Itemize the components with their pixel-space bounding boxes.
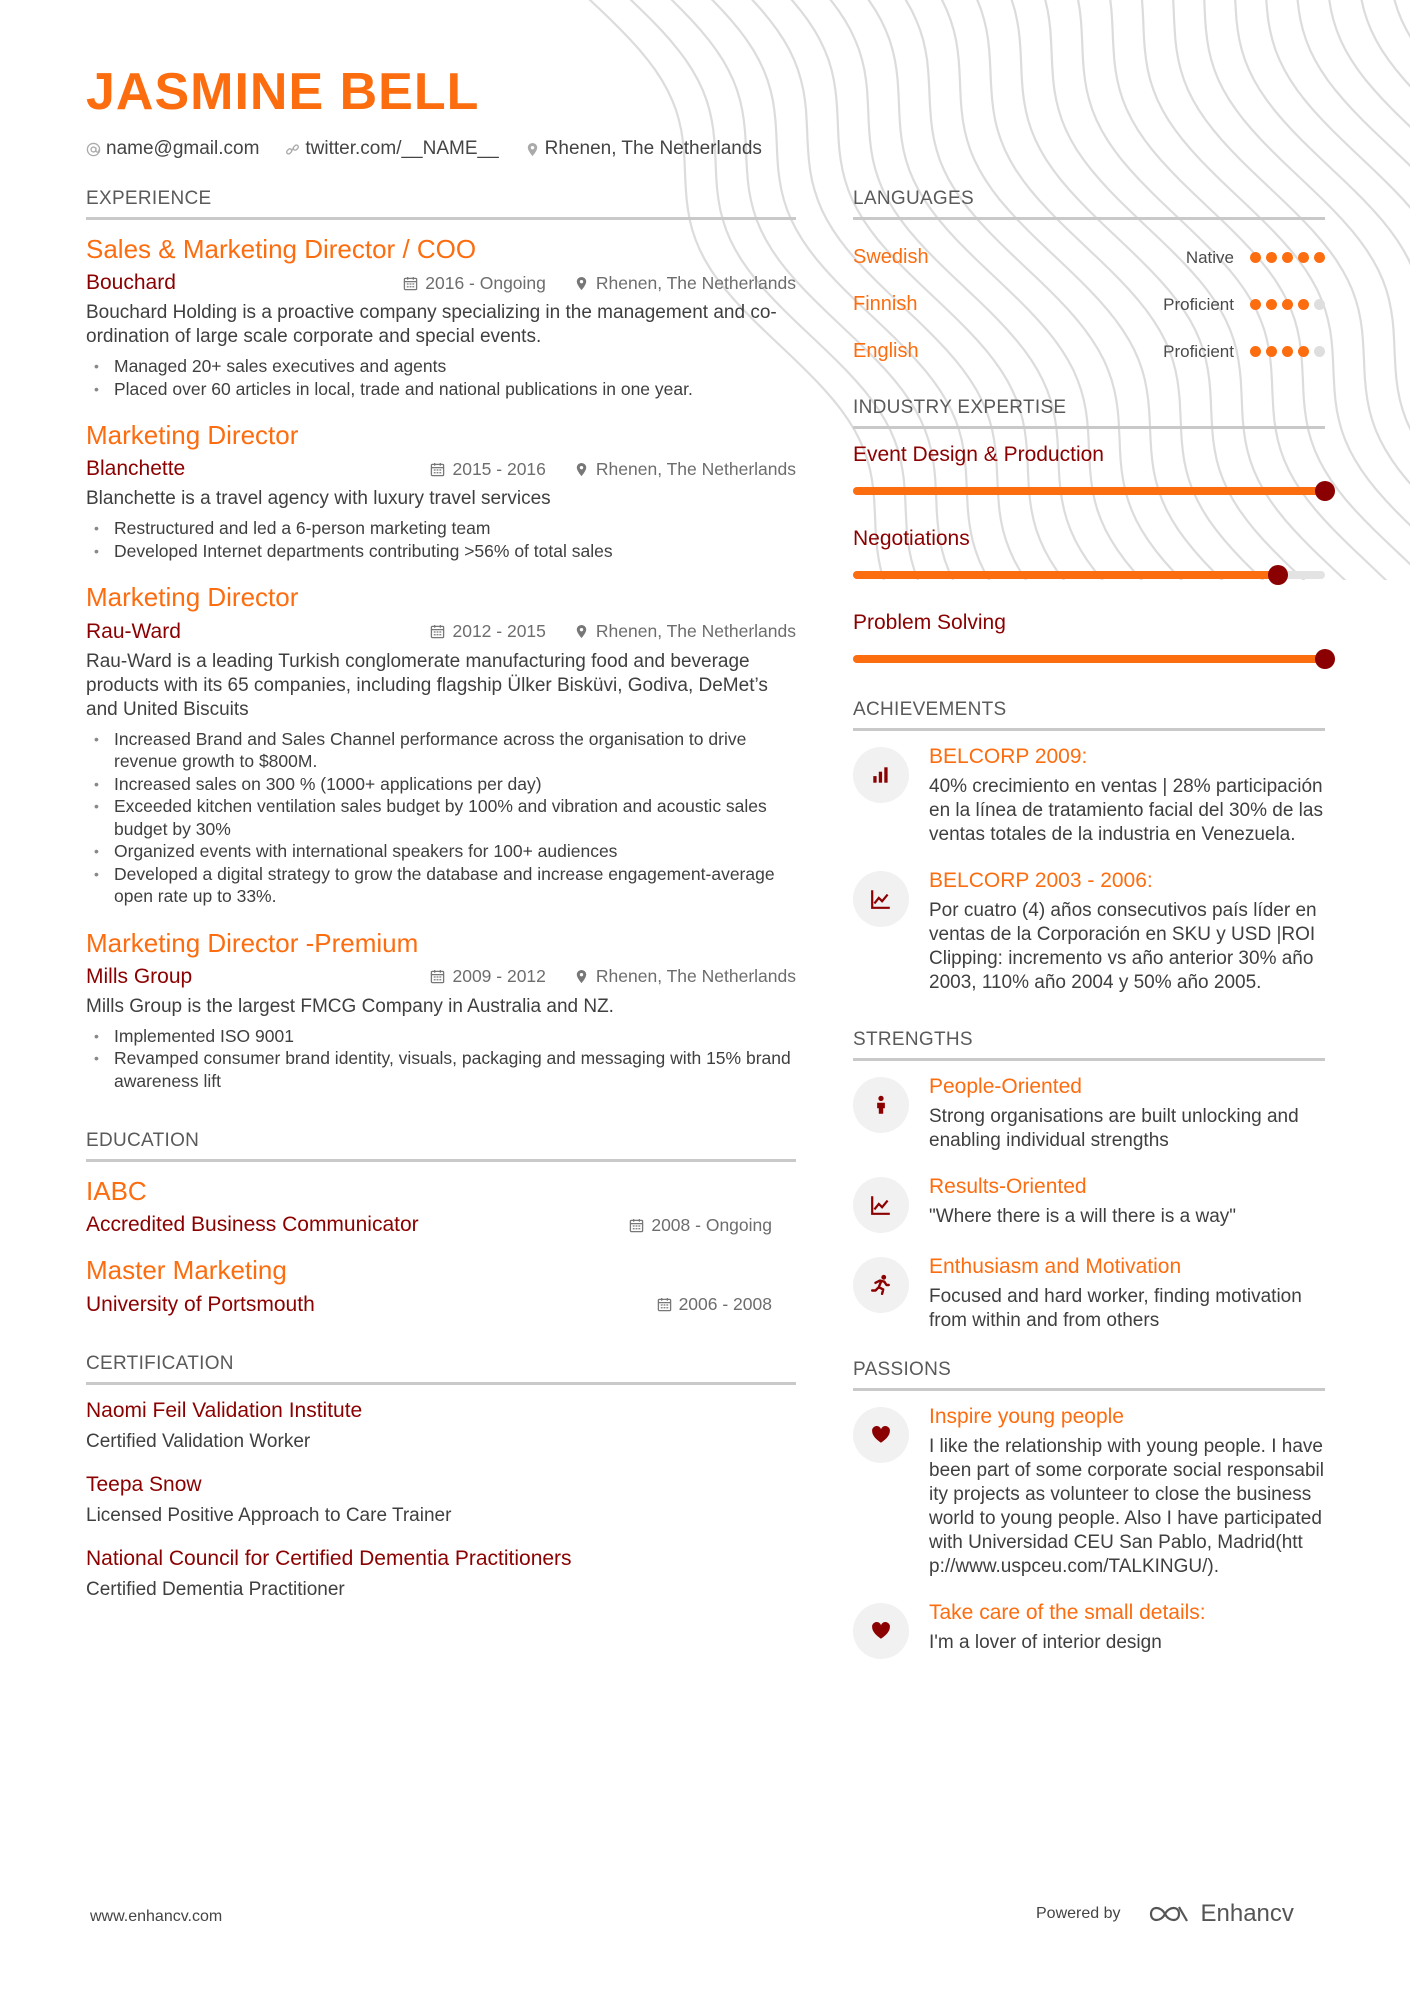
job-bullets [86,728,796,908]
map-pin-icon [574,624,589,639]
calendar-icon [430,462,445,477]
expertise-name: Event Design & Production [853,443,1104,466]
job-bullet: • Developed Internet departments contributing >56% of total sales [86,540,796,563]
education-period-text: 2006 - 2008 [678,1294,772,1315]
strength-item [853,1255,1325,1333]
proficiency-dot-filled [1282,252,1293,263]
job-period [430,966,545,987]
job-bullet: • Placed over 60 articles in local, trade and national publications in one year. [86,378,796,401]
enhancv-logo-icon [1147,1902,1191,1926]
certification-item [86,1399,796,1453]
contact-row [86,138,762,160]
school-name: University of Portsmouth [86,1292,315,1316]
achievement-body [929,869,1325,995]
job-period [403,273,546,294]
job-description: Blanchette is a travel agency with luxury travel services [86,488,551,510]
achievements-heading: ACHIEVEMENTS [853,699,1325,731]
right-column [853,188,1325,1681]
certification-item [86,1547,796,1601]
language-item [853,234,1325,281]
language-dots [1250,346,1325,357]
expertise-bar [853,655,1325,663]
experience-heading: EXPERIENCE [86,188,796,220]
proficiency-dot-filled [1250,252,1261,263]
education-period [657,1294,772,1315]
experience-item [86,582,796,907]
job-location-text: Rhenen, The Netherlands [595,966,796,987]
left-column [86,188,796,1621]
job-period-text: 2009 - 2012 [452,966,546,987]
education-item [86,1255,796,1316]
expertise-bar-knob [1268,565,1288,585]
achievement-body [929,745,1325,847]
strengths-section [853,1029,1325,1333]
proficiency-dot-filled [1250,346,1261,357]
passions-section [853,1359,1325,1659]
job-period-text: 2012 - 2015 [452,621,546,642]
certification-desc: Certified Validation Worker [86,1430,311,1452]
company-name: Blanchette [86,457,186,481]
proficiency-dot-empty [1314,299,1325,310]
strength-text: Focused and hard worker, finding motivation from within and from others [929,1286,1302,1331]
language-name: Finnish [853,293,918,315]
calendar-icon [430,624,445,639]
language-item [853,281,1325,328]
job-period [430,459,545,480]
job-title: Marketing Director -Premium [86,927,419,958]
expertise-bar-fill [853,655,1325,663]
strength-title: Results-Oriented [929,1175,1087,1198]
job-title: Marketing Director [86,582,299,613]
job-bullet: • Developed a digital strategy to grow the database and increase engagement-average open rate up to 33%. [86,863,796,908]
candidate-name: JASMINE BELL [86,63,480,121]
job-location-text: Rhenen, The Netherlands [595,458,796,479]
calendar-icon [657,1297,672,1312]
job-title: Sales & Marketing Director / COO [86,234,477,264]
location-text: Rhenen, The Netherlands [544,138,762,159]
proficiency-dot-filled [1282,346,1293,357]
job-location-text: Rhenen, The Netherlands [595,272,796,293]
education-section [86,1130,796,1316]
language-dots [1250,299,1325,310]
expertise-bar-fill [853,487,1325,495]
email-text: name@gmail.com [106,138,260,159]
strength-item [853,1175,1325,1233]
at-icon [86,142,101,157]
language-level: Native [1185,247,1234,267]
certification-desc: Certified Dementia Practitioner [86,1578,345,1600]
job-bullets [86,517,796,562]
job-bullet: • Revamped consumer brand identity, visuals, packaging and messaging with 15% brand awareness lift [86,1047,796,1092]
twitter-contact[interactable] [285,138,498,160]
proficiency-dot-filled [1266,346,1277,357]
passion-body [929,1405,1325,1579]
job-location [574,621,796,642]
proficiency-dot-empty [1314,346,1325,357]
proficiency-dot-filled [1298,299,1309,310]
education-meta [86,1293,796,1317]
company-name: Rau-Ward [86,619,181,643]
map-pin-icon [574,462,589,477]
strength-title: Enthusiasm and Motivation [929,1255,1182,1278]
job-bullets [86,355,796,400]
job-bullet: • Implemented ISO 9001 [86,1025,796,1048]
proficiency-dot-filled [1266,252,1277,263]
line-chart-icon [853,871,909,927]
achievement-item [853,869,1325,995]
school-name: Accredited Business Communicator [86,1213,419,1237]
twitter-text: twitter.com/__NAME__ [305,138,499,159]
heart-icon [853,1603,909,1659]
calendar-icon [629,1218,644,1233]
degree-title: IABC [86,1176,147,1207]
achievement-title: BELCORP 2003 - 2006: [929,869,1153,892]
heart-icon [853,1407,909,1463]
strength-text: Strong organisations are built unlocking and enabling individual strengths [929,1106,1299,1151]
achievement-text: Por cuatro (4) años consecutivos país líder en ventas de la Corporación en SKU y USD |ROI Clipping: incremento vs año anterior 30% año 2003, 110% año 2004 y 50% año 2005. [929,900,1317,993]
expertise-item [853,527,1325,579]
language-item [853,328,1325,375]
job-title: Marketing Director [86,420,299,451]
job-meta [86,965,796,989]
job-bullet: • Increased Brand and Sales Channel performance across the organisation to drive revenue growth to $800M. [86,728,796,773]
proficiency-dot-filled [1314,252,1325,263]
experience-item [86,420,796,562]
footer-brand [1036,1900,1294,1928]
job-meta [86,457,796,481]
experience-item [86,928,796,1093]
footer-url[interactable]: www.enhancv.com [90,1908,223,1925]
job-bullet: • Restructured and led a 6-person marketing team [86,517,796,540]
bar-chart-icon [853,747,909,803]
job-location [574,459,796,480]
job-period-text: 2016 - Ongoing [425,272,546,293]
certification-name: Naomi Feil Validation Institute [86,1398,363,1422]
wave-line [1392,0,1410,580]
wave-line [1328,0,1410,580]
job-description: Rau-Ward is a leading Turkish conglomerate manufacturing food and beverage products with its 65 companies, including flagship Ülker Bisküvi, Godiva, DeMet’s and United Biscuits [86,650,768,720]
degree-title: Master Marketing [86,1255,287,1286]
job-bullet: • Organized events with international speakers for 100+ audiences [86,840,796,863]
education-item [86,1176,796,1237]
achievement-text: 40% crecimiento en ventas | 28% participación en la línea de tratamiento facial del 30% de las ventas totales de la industria en Venezuela. [929,776,1323,845]
header [86,63,762,160]
expertise-bar-knob [1315,649,1335,669]
job-period [430,621,545,642]
passion-body [929,1601,1325,1659]
language-name: Swedish [853,246,929,268]
strength-body [929,1075,1325,1153]
job-bullet: • Managed 20+ sales executives and agents [86,355,796,378]
location-contact [525,138,762,160]
line-chart-icon [853,1177,909,1233]
languages-heading: LANGUAGES [853,188,1325,220]
achievement-title: BELCORP 2009: [929,745,1088,768]
map-pin-icon [574,276,589,291]
proficiency-dot-filled [1266,299,1277,310]
proficiency-dot-filled [1298,252,1309,263]
language-name: English [853,340,919,362]
passion-title: Inspire young people [929,1405,1124,1428]
job-location [574,273,796,294]
passion-text: I'm a lover of interior design [929,1632,1162,1653]
certification-name: National Council for Certified Dementia Practitioners [86,1546,572,1570]
passions-heading: PASSIONS [853,1359,1325,1391]
enhancv-logo[interactable] [1147,1900,1294,1928]
strength-body [929,1255,1325,1333]
company-name: Mills Group [86,964,193,988]
certification-desc: Licensed Positive Approach to Care Trainer [86,1504,452,1526]
person-icon [853,1077,909,1133]
job-period-text: 2015 - 2016 [452,458,546,479]
map-pin-icon [574,969,589,984]
languages-section [853,188,1325,375]
language-level: Proficient [1163,341,1234,361]
expertise-item [853,443,1325,495]
job-description: Mills Group is the largest FMCG Company in Australia and NZ. [86,995,614,1017]
achievements-section [853,699,1325,995]
job-bullet: • Increased sales on 300 % (1000+ applications per day) [86,773,796,796]
education-period-text: 2008 - Ongoing [651,1214,772,1235]
expertise-bar-knob [1315,481,1335,501]
strength-item [853,1075,1325,1153]
certification-heading: CERTIFICATION [86,1353,796,1385]
expertise-section [853,397,1325,663]
language-level: Proficient [1163,294,1234,314]
powered-by-label: Powered by [1036,1905,1121,1922]
expertise-bar-fill [853,571,1278,579]
strength-title: People-Oriented [929,1075,1082,1098]
certification-name: Teepa Snow [86,1472,202,1496]
certification-item [86,1473,796,1527]
calendar-icon [430,969,445,984]
company-name: Bouchard [86,271,176,295]
experience-section [86,188,796,1092]
job-meta [86,271,796,295]
passion-title: Take care of the small details: [929,1601,1206,1624]
passion-text: I like the relationship with young people. I have been part of some corporate social responsability projects as volunteer to close the business world to young people. Also I have participated with Universidad CEU San Pablo, Madrid(http://www.uspceu.com/TALKINGU/). [929,1436,1325,1577]
expertise-heading: INDUSTRY EXPERTISE [853,397,1325,429]
job-location-text: Rhenen, The Netherlands [595,621,796,642]
passion-item [853,1405,1325,1579]
wave-line [1360,0,1410,580]
job-meta [86,620,796,644]
strength-text: "Where there is a will there is a way" [929,1206,1237,1227]
expertise-name: Negotiations [853,527,970,550]
language-dots [1250,252,1325,263]
proficiency-dot-filled [1282,299,1293,310]
passion-item [853,1601,1325,1659]
email-contact[interactable] [86,138,259,160]
strengths-heading: STRENGTHS [853,1029,1325,1061]
job-bullets [86,1025,796,1093]
calendar-icon [403,276,418,291]
proficiency-dot-filled [1298,346,1309,357]
brand-name: Enhancv [1200,1900,1294,1927]
expertise-name: Problem Solving [853,611,1006,634]
certification-section [86,1353,796,1601]
link-icon [285,142,300,157]
expertise-bar [853,487,1325,495]
expertise-bar [853,571,1325,579]
job-bullet: • Exceeded kitchen ventilation sales budget by 100% and vibration and acoustic sales budget by 30% [86,795,796,840]
experience-item [86,234,796,400]
expertise-item [853,611,1325,663]
running-person-icon [853,1257,909,1313]
education-period [629,1215,772,1236]
map-pin-icon [525,142,540,157]
education-meta [86,1213,796,1237]
achievement-item [853,745,1325,847]
job-location [574,966,796,987]
education-heading: EDUCATION [86,1130,796,1162]
job-description: Bouchard Holding is a proactive company specializing in the management and co-ordination of large scale corporate and special events. [86,302,777,348]
proficiency-dot-filled [1250,299,1261,310]
strength-body [929,1175,1325,1233]
